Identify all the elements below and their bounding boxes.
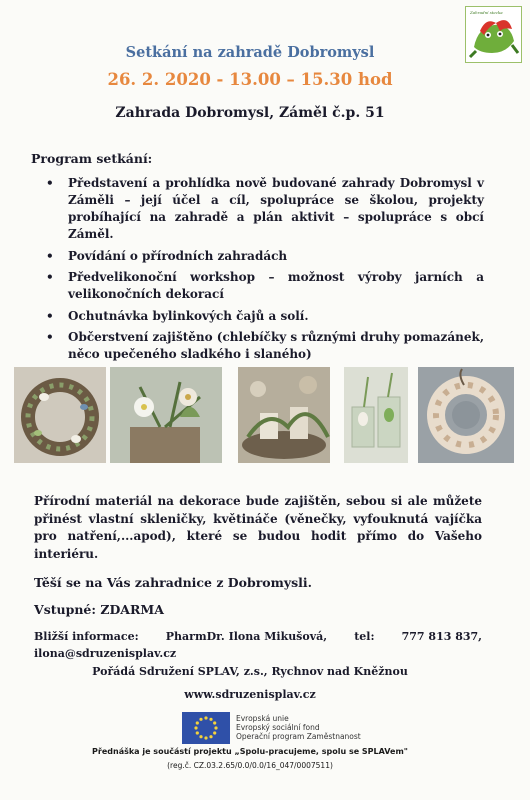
phone-label: tel: <box>354 630 375 643</box>
bullet-icon: • <box>46 176 54 190</box>
program-item: • Občerstvení zajištěno (chlebíčky s různými druhy pomazánek, něco upečeného sladkého i slaného) <box>46 330 484 361</box>
admission-line: Vstupné: ZDARMA <box>34 602 164 617</box>
bullet-icon: • <box>46 248 54 263</box>
program-item: • Ochutnávka bylinkových čajů a solí. <box>46 308 309 323</box>
event-date-time: 26. 2. 2020 - 13.00 – 15.30 hod <box>107 70 393 89</box>
bullet-icon: • <box>46 270 54 284</box>
eu-text: Evropská unie Evropský sociální fond Operační program Zaměstnanost <box>236 714 361 741</box>
flowers-photo <box>110 367 222 463</box>
bullet-icon: • <box>46 308 54 323</box>
contact-phone: 777 813 837, <box>401 630 482 643</box>
contact-email: ilona@sdruzenisplav.cz <box>34 647 177 660</box>
program-heading: Program setkání: <box>31 151 153 166</box>
registration-number: (reg.č. CZ.03.2.65/0.0/0.0/16_047/0007511) <box>167 761 333 770</box>
info-label: Bližší informace: <box>34 630 139 643</box>
eu-flag-icon <box>182 712 230 744</box>
bullet-icon: • <box>46 330 54 344</box>
program-item: • Představení a prohlídka nově budované zahrady Dobromysl v Záměli – její účel a cíl, spolupráce se školou, projekty probíhající na zahradě a plán aktivit – spolupráce s obcí Záměl. <box>46 176 484 241</box>
egg-jars-photo <box>344 367 408 463</box>
materials-paragraph: Přírodní materiál na dekorace bude zajištěn, sebou si ale můžete přinést vlastní skleničky, květináče (věnečky, vyfouknutá vajíčka pro natření,...apod), které se budou hodit přímo do Vašeho interiéru. <box>34 494 482 561</box>
photo-strip <box>14 367 514 463</box>
program-item: • Povídání o přírodních zahradách <box>46 248 288 263</box>
event-place: Zahrada Dobromysl, Záměl č.p. 51 <box>115 105 385 121</box>
candle-arrangement-photo <box>238 367 330 463</box>
program-item: • Předvelikonoční workshop – možnost výroby jarních a velikonočních dekorací <box>46 270 484 301</box>
contact-info <box>34 628 482 662</box>
website-link[interactable]: www.sdruzenisplav.cz <box>184 688 316 701</box>
organizer-line: Pořádá Sdružení SPLAV, z.s., Rychnov nad Kněžnou <box>92 665 408 678</box>
wreath-photo <box>14 367 106 463</box>
greeting-line: Těší se na Vás zahradnice z Dobromysli. <box>34 575 313 590</box>
logo-caption: Zahradní stezka <box>470 10 503 15</box>
program-list <box>44 175 484 368</box>
event-title: Setkání na zahradě Dobromysl <box>125 44 375 61</box>
contact-name: PharmDr. Ilona Mikušová, <box>165 630 328 643</box>
project-note: Přednáška je součástí projektu „Spolu-pracujeme, spolu se SPLAVem" <box>92 747 408 756</box>
shell-wreath-photo <box>418 367 514 463</box>
